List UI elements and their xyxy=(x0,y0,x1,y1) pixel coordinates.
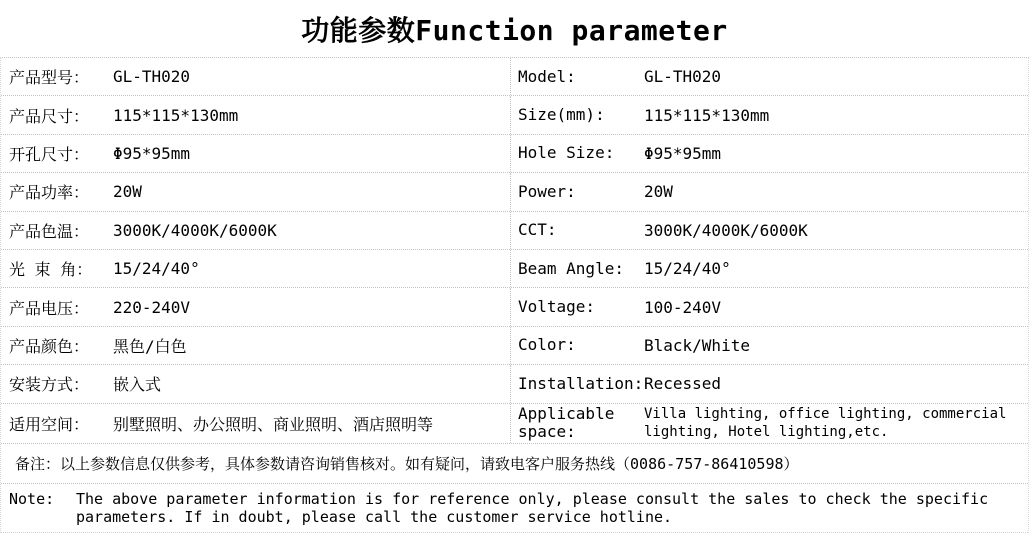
spec-value-en: Black/White xyxy=(644,335,750,355)
spec-row-color xyxy=(1,327,1028,365)
spec-cell-cn xyxy=(1,135,511,172)
spec-label-en: CCT: xyxy=(518,220,557,240)
spec-cell-en xyxy=(511,365,1028,402)
spec-value-cn: 别墅照明、办公照明、商业照明、酒店照明等 xyxy=(113,414,434,434)
spec-cell-en xyxy=(511,250,1028,287)
spec-value-cn: GL-TH020 xyxy=(113,67,191,87)
spec-label-cn: 开孔尺寸： xyxy=(9,144,90,164)
spec-value-en: 115*115*130mm xyxy=(644,105,770,125)
spec-cell-cn xyxy=(1,288,511,325)
spec-cell-cn xyxy=(1,212,511,249)
spec-value-cn: 3000K/4000K/6000K xyxy=(113,220,277,240)
spec-row-hole-size xyxy=(1,135,1028,173)
spec-label-cn: 产品颜色： xyxy=(9,336,90,356)
spec-row-cct xyxy=(1,212,1028,250)
spec-row-model xyxy=(1,58,1028,96)
spec-label-cn: 适用空间： xyxy=(9,414,90,434)
title-row xyxy=(0,0,1029,57)
spec-value-en: Villa lighting, office lighting, commercial lighting, Hotel lighting,etc. xyxy=(644,406,1007,441)
spec-cell-en xyxy=(511,135,1028,172)
spec-label-en: Color: xyxy=(518,335,576,355)
spec-row-power xyxy=(1,173,1028,211)
spec-row-beam-angle xyxy=(1,250,1028,288)
spec-cell-cn xyxy=(1,327,511,364)
spec-cell-en xyxy=(511,96,1028,133)
spec-value-en: 3000K/4000K/6000K xyxy=(644,220,808,240)
spec-label-en: Model: xyxy=(518,66,576,86)
spec-value-en: 100-240V xyxy=(644,297,722,317)
spec-cell-cn xyxy=(1,365,511,402)
spec-label-cn: 产品色温： xyxy=(9,221,90,241)
spec-value-cn: 黑色/白色 xyxy=(113,336,187,356)
spec-value-cn: Φ95*95mm xyxy=(113,143,191,163)
spec-cell-cn xyxy=(1,250,511,287)
spec-label-en: Size(mm): xyxy=(518,105,605,125)
spec-label-en: Beam Angle: xyxy=(518,258,624,278)
note-text-en: The above parameter information is for reference only, please consult the sales to check the specific parameters. If in doubt, please call the customer service hotline. xyxy=(76,489,989,526)
spec-table xyxy=(0,57,1029,533)
spec-label-cn: 产品电压： xyxy=(9,298,90,318)
spec-label-en: Voltage: xyxy=(518,297,596,317)
spec-value-cn: 20W xyxy=(113,182,142,202)
spec-cell-en xyxy=(511,173,1028,210)
spec-cell-en xyxy=(511,404,1028,443)
spec-label-cn: 产品功率： xyxy=(9,183,90,203)
spec-cell-cn xyxy=(1,58,511,95)
spec-label-en: Hole Size: xyxy=(518,143,615,163)
spec-row-installation xyxy=(1,365,1028,403)
note-row-cn xyxy=(1,444,1028,484)
spec-label-en: Power: xyxy=(518,181,576,201)
note-label-en: Note: xyxy=(9,489,55,508)
spec-cell-en xyxy=(511,327,1028,364)
spec-cell-cn xyxy=(1,404,511,443)
spec-value-cn: 嵌入式 xyxy=(113,375,162,395)
spec-value-en: GL-TH020 xyxy=(644,67,722,87)
spec-cell-cn xyxy=(1,96,511,133)
spec-value-en: Recessed xyxy=(644,374,722,394)
spec-value-cn: 220-240V xyxy=(113,297,191,317)
spec-cell-cn xyxy=(1,173,511,210)
note-row-en xyxy=(1,484,1028,533)
spec-cell-en xyxy=(511,288,1028,325)
spec-label-cn: 安装方式： xyxy=(9,375,90,395)
page-title: 功能参数Function parameter xyxy=(301,13,728,47)
spec-row-size xyxy=(1,96,1028,134)
spec-label-en: Applicable space: xyxy=(518,404,615,442)
spec-value-cn: 115*115*130mm xyxy=(113,105,239,125)
spec-value-cn: 15/24/40° xyxy=(113,259,200,279)
spec-label-en: Installation: xyxy=(518,373,644,393)
spec-row-voltage xyxy=(1,288,1028,326)
note-text-cn: 备注：以上参数信息仅供参考，具体参数请咨询销售核对。如有疑问，请致电客户服务热线（0086-757-86410598） xyxy=(15,454,799,473)
spec-row-applicable-space xyxy=(1,404,1028,444)
spec-label-cn: 光 束 角： xyxy=(9,260,93,280)
spec-label-cn: 产品尺寸： xyxy=(9,106,90,126)
spec-cell-en xyxy=(511,58,1028,95)
spec-value-en: Φ95*95mm xyxy=(644,143,722,163)
spec-value-en: 15/24/40° xyxy=(644,259,731,279)
spec-cell-en xyxy=(511,212,1028,249)
spec-label-cn: 产品型号： xyxy=(9,68,90,88)
spec-value-en: 20W xyxy=(644,182,673,202)
